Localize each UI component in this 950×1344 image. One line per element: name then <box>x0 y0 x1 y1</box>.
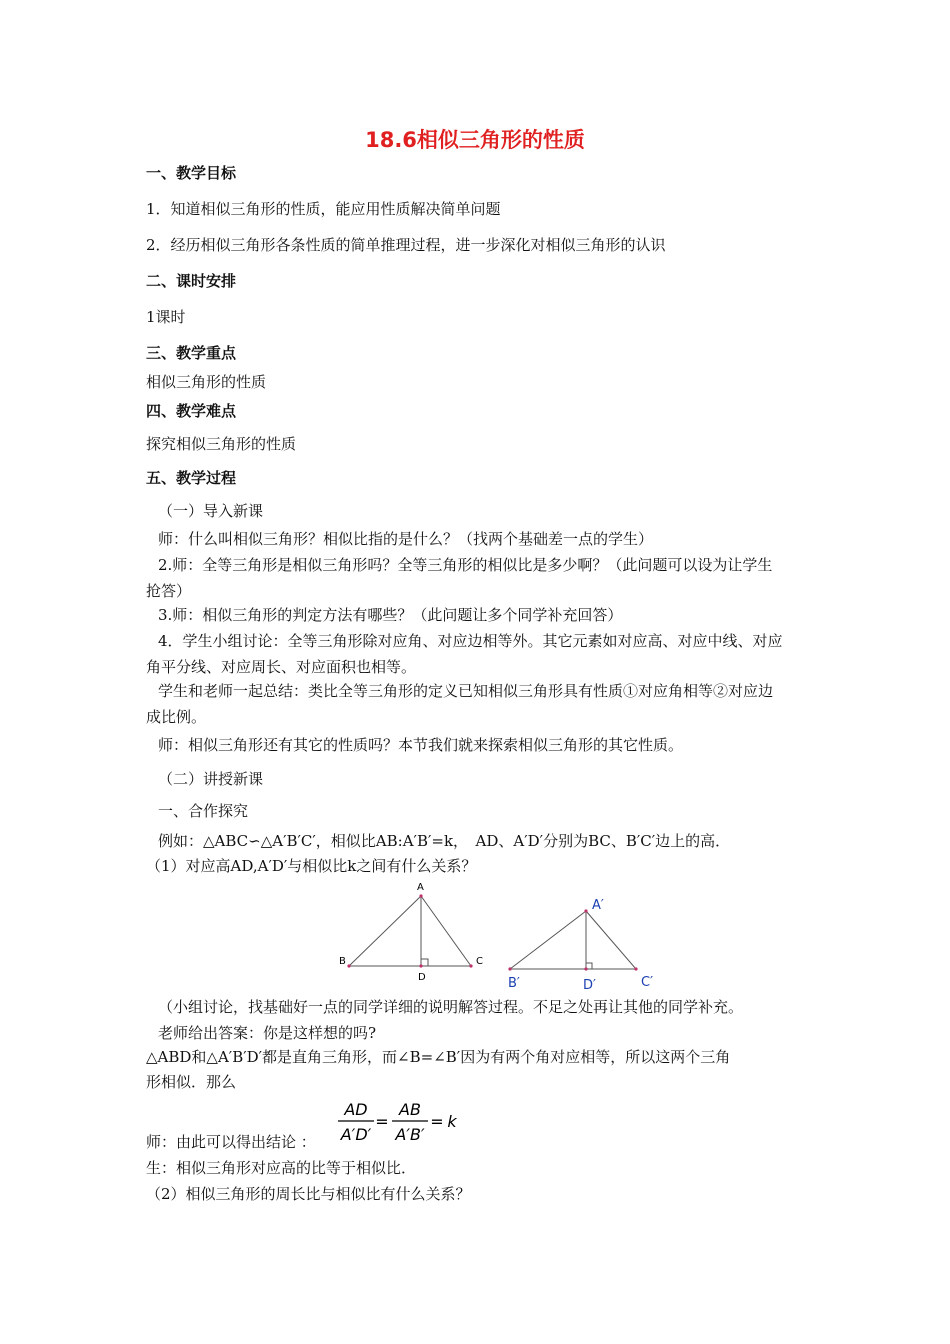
teacher-conclusion: 师：由此可以得出结论 ： <box>146 1133 316 1151</box>
student-answer: 生：相似三角形对应高的比等于相似比． <box>146 1159 417 1177</box>
subsection-new-lesson: （二）讲授新课 <box>158 770 264 788</box>
summary-line-2: 成比例。 <box>146 708 207 726</box>
question-4-line-1: 4．学生小组讨论：全等三角形除对应角、对应边相等外。其它元素如对应高、对应中线、对应 <box>158 632 783 650</box>
formula-numerator-2: AB <box>399 1100 421 1119</box>
document-title: 18.6相似三角形的性质 <box>365 128 585 152</box>
group-discussion: （小组讨论，找基础好一点的同学详细的说明解答过程。不足之处再让其他的同学补充。 <box>158 998 744 1016</box>
formula-denominator-1: A′D′ <box>340 1125 372 1144</box>
formula-equals-1: = <box>375 1112 389 1131</box>
label-D-prime: D′ <box>583 978 596 993</box>
question-4-line-2: 角平分线、对应周长、对应面积也相等。 <box>146 658 417 676</box>
cooperative-inquiry-heading: 一、合作探究 <box>158 802 249 820</box>
label-C-prime: C′ <box>641 975 654 990</box>
summary-line-1: 学生和老师一起总结：类比全等三角形的定义已知相似三角形具有性质①对应角相等②对应边 <box>158 682 774 700</box>
difficulties-body: 探究相似三角形的性质 <box>146 435 297 453</box>
section-heading-difficulties: 四、教学难点 <box>146 402 237 420</box>
formula-numerator-1: AD <box>344 1100 368 1119</box>
question-1: 师：什么叫相似三角形？相似比指的是什么？（找两个基础差一点的学生） <box>158 530 654 548</box>
formula-equals-2: = <box>430 1112 444 1131</box>
question-3: 3.师：相似三角形的判定方法有哪些？（此问题让多个同学补充回答） <box>158 606 623 624</box>
objective-item-2: 2．经历相似三角形各条性质的简单推理过程，进一步深化对相似三角形的认识 <box>146 236 666 254</box>
label-D: D <box>418 972 426 983</box>
section-heading-key-points: 三、教学重点 <box>146 344 237 362</box>
teacher-answer: 老师给出答案：你是这样想的吗? <box>158 1024 377 1042</box>
section-heading-schedule: 二、课时安排 <box>146 272 237 290</box>
subsection-intro: （一）导入新课 <box>158 502 264 520</box>
question-perimeter: （2）相似三角形的周长比与相似比有什么关系？ <box>146 1185 471 1203</box>
label-C: C <box>476 956 483 967</box>
section-heading-objectives: 一、教学目标 <box>146 164 237 182</box>
proof-line-1: △ABD和△A′B′D′都是直角三角形，而∠B=∠B′因为有两个角对应相等，所以这两个三角 <box>146 1048 731 1066</box>
formula-k: k <box>447 1112 457 1131</box>
example-line-2: （1）对应高AD,A′D′与相似比k之间有什么关系？ <box>146 857 477 875</box>
triangle-abc-figure <box>335 878 495 988</box>
question-2-line-2: 抢答） <box>146 582 192 600</box>
label-B-prime: B′ <box>508 976 520 991</box>
proof-line-2: 形相似．那么 <box>146 1073 237 1091</box>
question-2-line-1: 2.师：全等三角形是相似三角形吗？全等三角形的相似比是多少啊？（此问题可以设为让学生 <box>158 556 773 574</box>
schedule-body: 1课时 <box>146 308 186 326</box>
section-heading-process: 五、教学过程 <box>146 469 237 487</box>
triangle-a-prime-b-prime-c-prime-figure <box>500 895 670 995</box>
key-points-body: 相似三角形的性质 <box>146 373 267 391</box>
example-line-1: 例如：△ABC∽△A′B′C′，相似比AB:A′B′=k， AD、A′D′分别为BC、B′C′边上的高． <box>158 832 731 850</box>
label-A-prime: A′ <box>592 898 604 913</box>
teacher-question-5: 师：相似三角形还有其它的性质吗？本节我们就来探索相似三角形的其它性质。 <box>158 736 684 754</box>
objective-item-1: 1．知道相似三角形的性质，能应用性质解决简单问题 <box>146 200 501 218</box>
label-A: A <box>417 882 424 893</box>
label-B: B <box>339 956 346 967</box>
formula-denominator-2: A′B′ <box>395 1125 425 1144</box>
